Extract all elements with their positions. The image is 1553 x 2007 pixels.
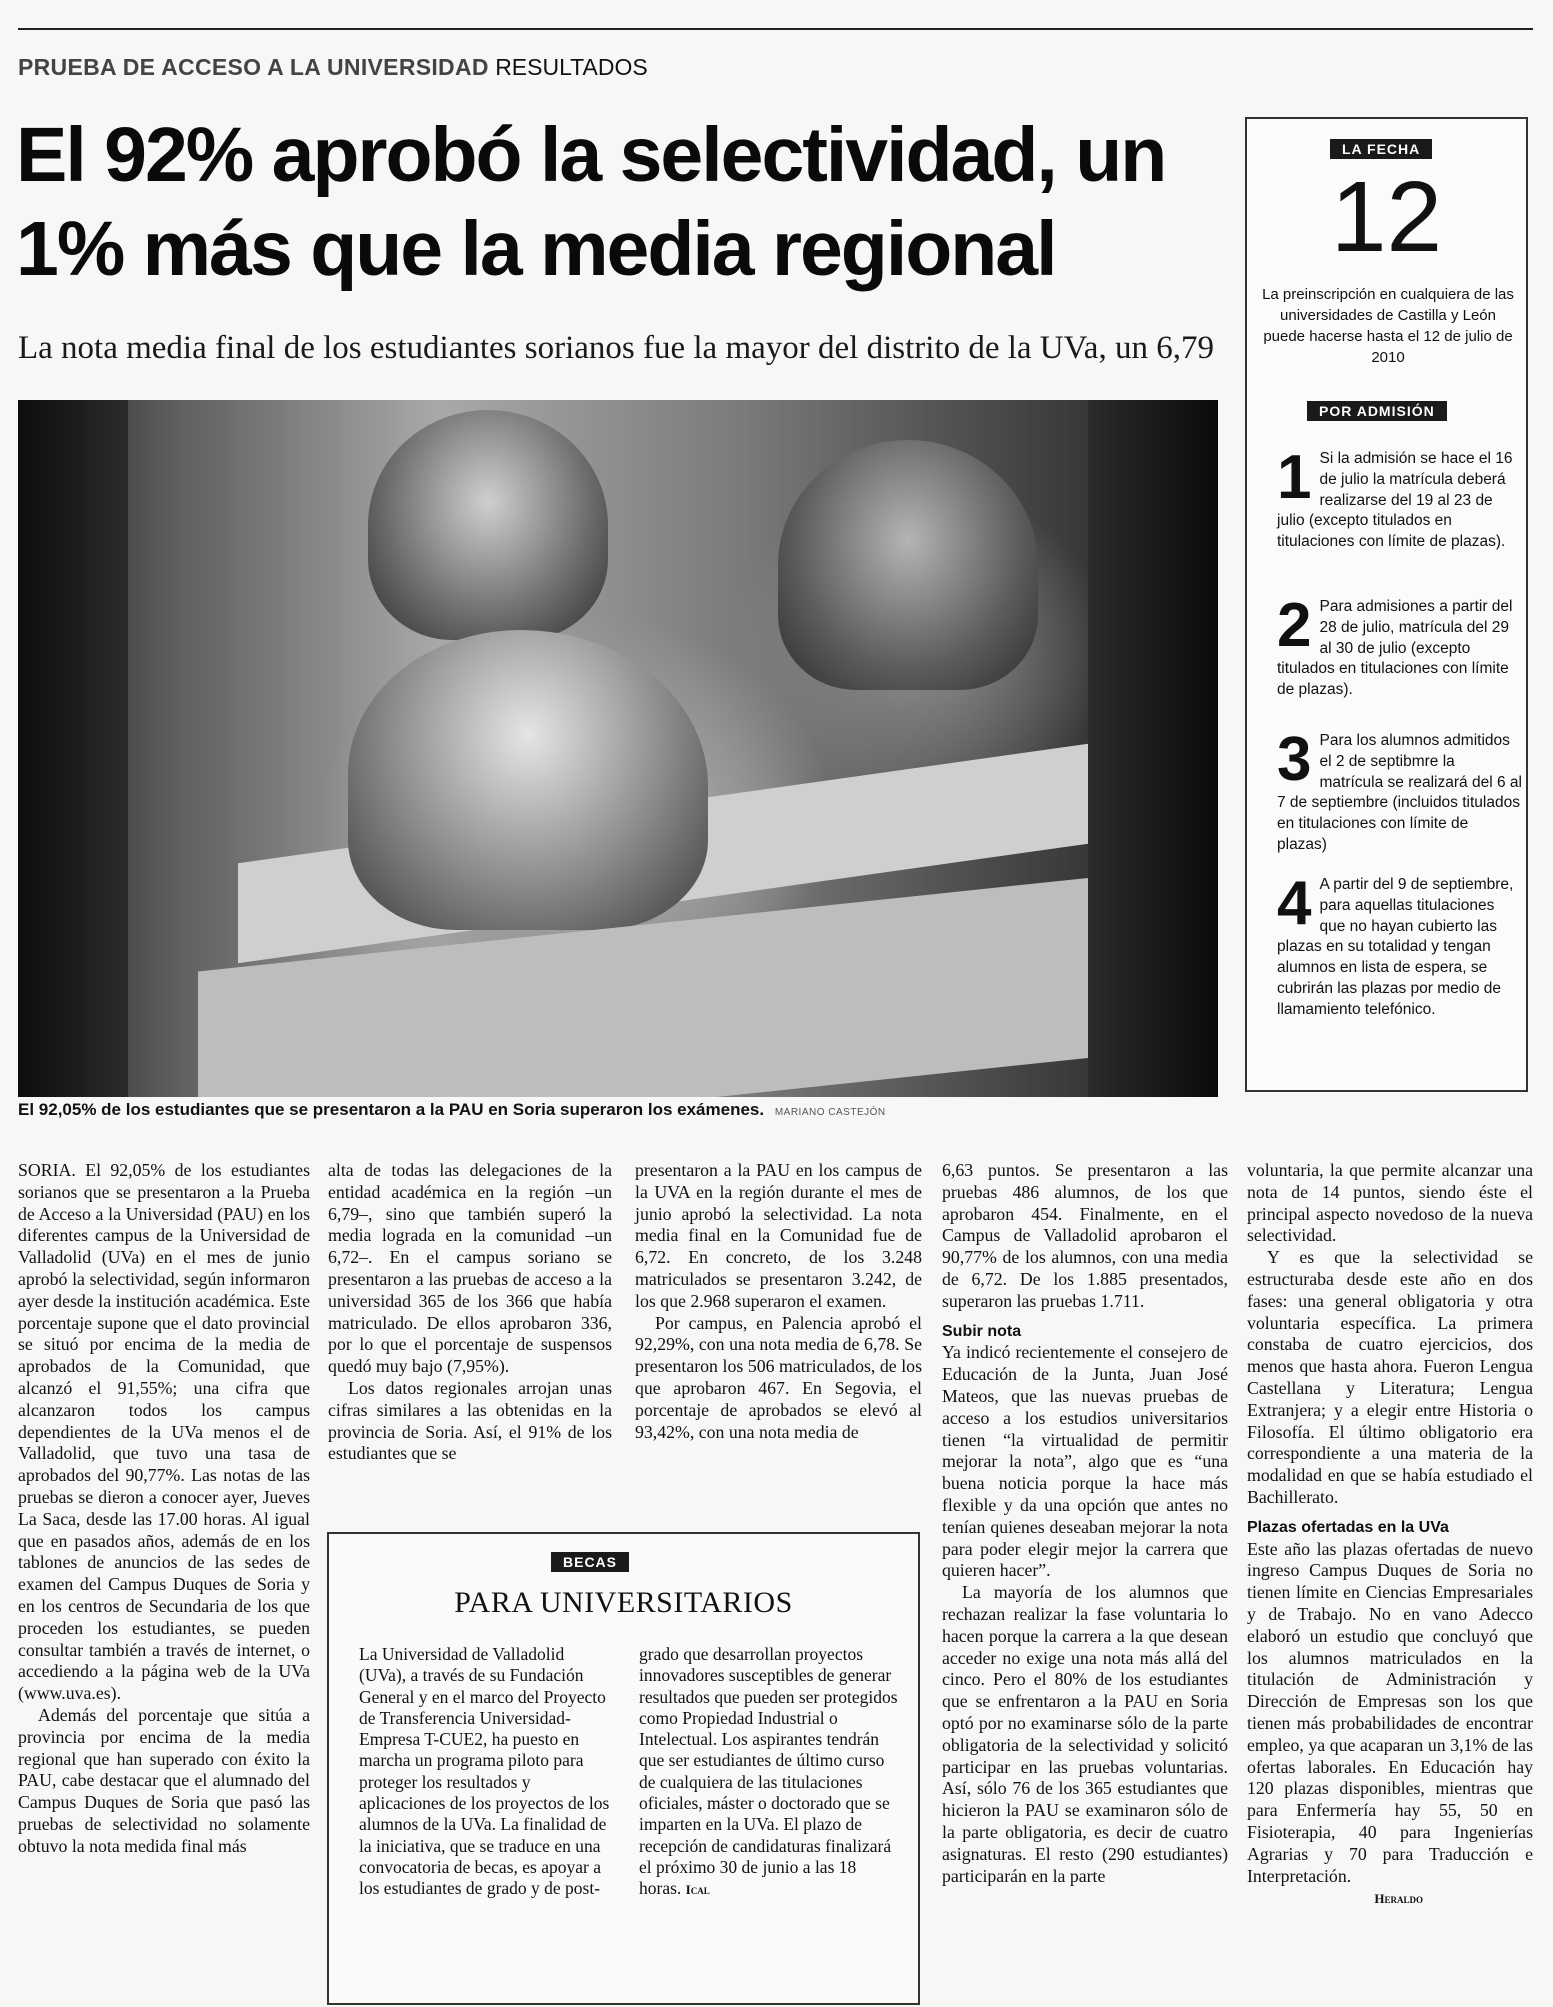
tag-becas: BECAS	[551, 1552, 629, 1572]
becas-signature: Ical	[685, 1882, 710, 1898]
article-column-5	[1247, 1160, 1533, 2005]
step-text: Para los alumnos admitidos el 2 de septibmre la matrícula se realizará del 6 al 7 de septiembre (incluidos titulados en titulaciones con límite de plazas)	[1277, 732, 1522, 853]
dates-sidebar	[1245, 117, 1528, 1092]
top-rule	[18, 28, 1533, 30]
step-number: 1	[1277, 443, 1312, 512]
article-column-4	[942, 1160, 1228, 2005]
section-kicker	[18, 54, 648, 81]
article-column-1	[18, 1160, 310, 2005]
becas-title: PARA UNIVERSITARIOS	[454, 1586, 793, 1619]
subheadline: La nota media final de los estudiantes sorianos fue la mayor del distrito de la UVa, un 6,79	[18, 330, 1214, 366]
admission-step-1	[1277, 443, 1522, 553]
step-number: 2	[1277, 591, 1312, 660]
article-signature-row	[1247, 1887, 1533, 1910]
paragraph: Y es que la selectividad se estructuraba desde este año en dos fases: una general obligatoria y otra voluntaria específica. La primera constaba de cuatro ejercicios, dos menos que hasta ahora. Fueron Lengua Castellana y Literatura; Lengua Extranjera; y a elegir entre Historia o Filosofía. El último obligatorio era correspondiente a una materia de la modalidad en que se había estudiado el Bachillerato.	[1247, 1247, 1533, 1507]
photo-pillar-left	[18, 400, 128, 1097]
paragraph: Los datos regionales arrojan unas cifras similares a las obtenidas en la provincia de Soria. Así, el 91% de los estudiantes que se	[328, 1377, 612, 1464]
paragraph: alta de todas las delegaciones de la entidad académica en la región –un 6,79–, sino que también superó la media lograda en la comunidad –un 6,72–. En el campus soriano se presentaron a las pruebas de acceso a la universidad 365 de los 366 que había matriculado. De ellos aprobaron 336, por lo que el porcentaje de suspensos quedó muy bajo (7,95%).	[328, 1160, 612, 1377]
tag-por-admision: POR ADMISIÓN	[1307, 401, 1447, 421]
paragraph: Ya indicó recientemente el consejero de Educación de la Junta, Juan José Mateos, que las nuevas pruebas de acceso a los estudios universitarios tienen “la virtualidad de permitir mejorar la nota”, algo que es “una buena noticia porque la hace más flexible y da una opción que antes no tenían quienes deseaban mejorar la nota para poder elegir mejor la carrera que quieren hacer”.	[942, 1342, 1228, 1581]
becas-text: grado que desarrollan proyectos innovadores susceptibles de generar resultados que pueden ser protegidos como Propiedad Industrial o Intelectual. Los aspirantes tendrán que ser estudiantes de último curso de cualquiera de las titulaciones oficiales, máster o doctorado que se imparten en la UVa. El plazo de recepción de candidaturas finalizará el próximo 30 de junio a las 18 horas.	[639, 1644, 898, 1899]
photo-caption	[18, 1100, 886, 1120]
step-number: 4	[1277, 869, 1312, 938]
kicker-topic: RESULTADOS	[495, 54, 648, 80]
step-text: A partir del 9 de septiembre, para aquellas titulaciones que no hayan cubierto las plazas en su totalidad y tengan alumnos en lista de espera, se cubrirán las plazas por medio de llamamiento telefónico.	[1277, 876, 1514, 1018]
step-number: 3	[1277, 725, 1312, 794]
paragraph: La mayoría de los alumnos que rechazan realizar la fase voluntaria lo hacen porque la carrera a la que desean acceder no exige una nota más allá del cinco. Pero el 80% de los estudiantes que se enfrentaron a la PAU en Soria optó por no examinarse sólo de la parte obligatoria de la selectividad y solicitó participar en las pruebas voluntarias. Así, sólo 76 de los 365 estudiantes que hicieron la PAU se examinaron sólo de la parte obligatoria, es decir de cuatro asignaturas. El resto (290 estudiantes) participarán en la parte	[942, 1582, 1228, 1886]
article-signature: Heraldo	[1374, 1891, 1423, 1907]
step-text: Si la admisión se hace el 16 de julio la matrícula deberá realizarse del 19 al 23 de julio (excepto titulados en titulaciones con límite de plazas).	[1277, 450, 1513, 551]
tag-la-fecha: LA FECHA	[1330, 139, 1432, 159]
photo-student-writing	[348, 630, 708, 930]
paragraph: voluntaria, la que permite alcanzar una nota de 14 puntos, siendo éste el principal aspecto novedoso de la nueva selectividad.	[1247, 1160, 1533, 1246]
article-column-3	[635, 1160, 922, 1530]
becas-column-2	[639, 1644, 901, 1901]
caption-text: El 92,05% de los estudiantes que se presentaron a la PAU en Soria superaron los exámenes.	[18, 1100, 765, 1119]
subheading-plazas: Plazas ofertadas en la UVa	[1247, 1518, 1449, 1536]
paragraph: Por campus, en Palencia aprobó el 92,29%, con una nota media de 6,78. Se presentaron los 506 matriculados, de los que aprobaron 467. En Segovia, el porcentaje de aprobados se elevó al 93,42%, con una nota media de	[635, 1312, 922, 1442]
admission-step-4	[1277, 869, 1522, 1021]
photo-student-right	[778, 440, 1038, 690]
photo-pillar-right	[1088, 400, 1218, 1097]
admission-step-3	[1277, 725, 1522, 856]
kicker-section: PRUEBA DE ACCESO A LA UNIVERSIDAD	[18, 54, 489, 80]
admission-step-2	[1277, 591, 1522, 701]
step-text: Para admisiones a partir del 28 de julio, matrícula del 29 al 30 de julio (excepto titulados en titulaciones con límite de plazas).	[1277, 598, 1513, 699]
paragraph: presentaron a la PAU en los campus de la UVA en la región durante el mes de junio aprobó la selectividad. La nota media final en la Comunidad fue de 6,72. En concreto, de los 3.248 matriculados se presentaron 3.242, de los que 2.968 superaron el examen.	[635, 1160, 922, 1311]
paragraph: Este año las plazas ofertadas de nuevo ingreso Campus Duques de Soria no tienen límite en Ciencias Empresariales y de Trabajo. No en vano Adecco elaboró un estudio que concluyó que los alumnos matriculados en la titulación de Administración y Dirección de Empresas son los que tienen más probabilidades de encontrar empleo, ya que acaparan un 3,1% de las ofertas laborales. En Educación hay 120 plazas disponibles, mientras que para Enfermería hay 55, 50 en Fisioterapia, 40 para Ingenierías Agrarias y 70 para Traducción e Interpretación.	[1247, 1538, 1533, 1886]
photo-student-back	[368, 410, 608, 640]
photo-credit: MARIANO CASTEJÓN	[774, 1107, 886, 1118]
paragraph: 6,63 puntos. Se presentaron a las pruebas 486 alumnos, de los que aprobaron 454. Finalmente, en el Campus de Valladolid aprobaron el 90,77% de los alumnos, con una media de 6,72. De los 1.885 presentados, superaron las pruebas 1.711.	[942, 1160, 1228, 1311]
date-number: 12	[1330, 161, 1443, 273]
subheading-subir-nota: Subir nota	[942, 1322, 1022, 1340]
date-note: La preinscripción en cualquiera de las universidades de Castilla y León puede hacerse hasta el 12 de julio de 2010	[1262, 286, 1514, 366]
headline: El 92% aprobó la selectividad, un 1% más que la media regional	[16, 112, 1166, 292]
paragraph: SORIA. El 92,05% de los estudiantes sorianos que se presentaron a la Prueba de Acceso a la Universidad (PAU) en los diferentes campus de la Universidad de Valladolid (UVa) en el mes de junio aprobó la selectividad, según informaron ayer desde la institución académica. Este porcentaje supone que el dato provincial se situó por encima de la media de aprobados de la Comunidad, que alcanzó el 91,55%; una cifra que alcanzaron todos los campus dependientes de la UVa menos el de Valladolid, que tuvo una tasa de aprobados del 90,77%. Las notas de las pruebas se dieron a conocer ayer, Jueves La Saca, desde las 17.00 horas. Al igual que en pasados años, además de en los tablones de anuncios de las sedes de examen del Campus Duques de Soria y en los centros de Secundaria de los que proceden los estudiantes, se pueden consultar también a través de internet, o accediendo a la página web de la UVa (www.uva.es).	[18, 1160, 310, 1704]
exam-photo	[18, 400, 1218, 1097]
becas-column-1: La Universidad de Valladolid (UVa), a través de su Fundación General y en el marco del Proyecto de Transferencia Universidad-Empresa T-CUE2, ha puesto en marcha un programa piloto para proteger los resultados y aplicaciones de los proyectos de los alumnos de la UVa. La finalidad de la iniciativa, que se traduce en una convocatoria de becas, es apoyar a los estudiantes de grado y de post-	[359, 1644, 610, 1899]
becas-box	[327, 1532, 920, 2005]
article-column-2	[328, 1160, 612, 1520]
paragraph: Además del porcentaje que sitúa a provincia por encima de la media regional que han superado con éxito la PAU, cabe destacar que el alumnado del Campus Duques de Soria que pasó las pruebas de selectividad no solamente obtuvo la nota medida final más	[18, 1704, 310, 1856]
